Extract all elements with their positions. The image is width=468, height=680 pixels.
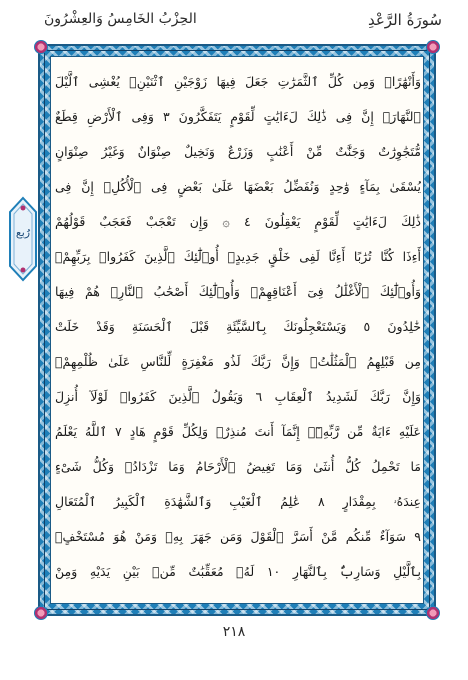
quarter-marker: [6, 196, 40, 282]
text-line: بِٱلَّيْلِ وَسَارِبٌۢ بِٱلنَّهَارِ ١٠ لَهُۥ مُعَقِّبَٰتٌ مِّنۢ بَيْنِ يَدَيْهِ وَمِنْ: [55, 564, 421, 579]
text-line: أَءِذَا كُنَّا تُرَٰبًا أَءِنَّا لَفِى خَلْقٍ جَدِيدٍۗ أُو۟لَٰٓئِكَ ٱلَّذِينَ كَفَرُوا۟ بِرَبِّهِمْۖ: [55, 249, 421, 264]
page-number: ٢١٨: [222, 624, 246, 640]
text-line: يُسْقَىٰ بِمَآءٍ وَٰحِدٍ وَنُفَضِّلُ بَعْضَهَا عَلَىٰ بَعْضٍ فِى ٱلْأُكُلِۚ إِنَّ فِى: [55, 179, 421, 194]
page-header: [0, 4, 468, 40]
text-line: خَٰلِدُونَ ٥ وَيَسْتَعْجِلُونَكَ بِٱلسَّيِّئَةِ قَبْلَ ٱلْحَسَنَةِ وَقَدْ خَلَتْ: [55, 319, 421, 334]
hizb-title: الحِزْبُ الخَامِسُ وَالعِشْرُونَ: [44, 11, 197, 27]
text-line: عِندَهُۥ بِمِقْدَارٍ ٨ عَٰلِمُ ٱلْغَيْبِ وَٱلشَّهَٰدَةِ ٱلْكَبِيرُ ٱلْمُتَعَالِ: [55, 494, 421, 509]
corner-rosette-icon: [34, 606, 48, 620]
text-line: ٩ سَوَآءٌ مِّنكُم مَّنْ أَسَرَّ ٱلْقَوْلَ وَمَن جَهَرَ بِهِۦ وَمَنْ هُوَ مُسْتَخْفٍۭ: [55, 529, 421, 544]
text-line: وَإِنَّ رَبَّكَ لَشَدِيدُ ٱلْعِقَابِ ٦ وَيَقُولُ ٱلَّذِينَ كَفَرُوا۟ لَوْلَآ أُنزِلَ: [55, 389, 421, 404]
text-line: ذَٰلِكَ لَءَايَٰتٍ لِّقَوْمٍ يَعْقِلُونَ ٤ ۞ وَإِن تَعْجَبْ فَعَجَبٌ قَوْلُهُمْ: [55, 214, 421, 229]
text-line: مَا تَحْمِلُ كُلُّ أُنثَىٰ وَمَا تَغِيضُ ٱلْأَرْحَامُ وَمَا تَزْدَادُۖ وَكُلُّ شَىْءٍ: [55, 459, 421, 474]
surah-title: سُورَةُ الرَّعْدِ: [367, 11, 442, 29]
text-line: مِن قَبْلِهِمُ ٱلْمَثُلَٰتُۗ وَإِنَّ رَبَّكَ لَذُو مَغْفِرَةٍ لِّلنَّاسِ عَلَىٰ ظُلْمِهِمْۖ: [55, 354, 421, 369]
text-line: وَأُو۟لَٰٓئِكَ ٱلْأَغْلَٰلُ فِىٓ أَعْنَاقِهِمْۖ وَأُو۟لَٰٓئِكَ أَصْحَٰبُ ٱلنَّارِۖ هُمْ فِيهَا: [55, 284, 421, 299]
corner-rosette-icon: [426, 40, 440, 54]
text-line: ٱلنَّهَارَۚ إِنَّ فِى ذَٰلِكَ لَءَايَٰتٍ لِّقَوْمٍ يَتَفَكَّرُونَ ٣ وَفِى ٱلْأَرْضِ قِطَعٌ: [55, 109, 421, 124]
quarter-marker-icon: [6, 196, 40, 282]
text-line: مُّتَجَٰوِرَٰتٌ وَجَنَّٰتٌ مِّنْ أَعْنَٰبٍ وَزَرْعٌ وَنَخِيلٌ صِنْوَانٌ وَغَيْرُ صِنْوَانٍ: [55, 144, 421, 159]
verse-text-panel: [50, 56, 424, 604]
text-line: عَلَيْهِ ءَايَةٌ مِّن رَّبِّهِۦٓۗ إِنَّمَآ أَنتَ مُنذِرٌۖ وَلِكُلِّ قَوْمٍ هَادٍ ٧ ٱللَّهُ يَعْلَمُ: [55, 424, 421, 439]
text-line: وَأَنْهَٰرًاۖ وَمِن كُلِّ ٱلثَّمَرَٰتِ جَعَلَ فِيهَا زَوْجَيْنِ ٱثْنَيْنِۖ يُغْشِى ٱلَّيْلَ: [55, 74, 421, 89]
corner-rosette-icon: [34, 40, 48, 54]
quarter-label: رُبع: [15, 226, 31, 239]
corner-rosette-icon: [426, 606, 440, 620]
